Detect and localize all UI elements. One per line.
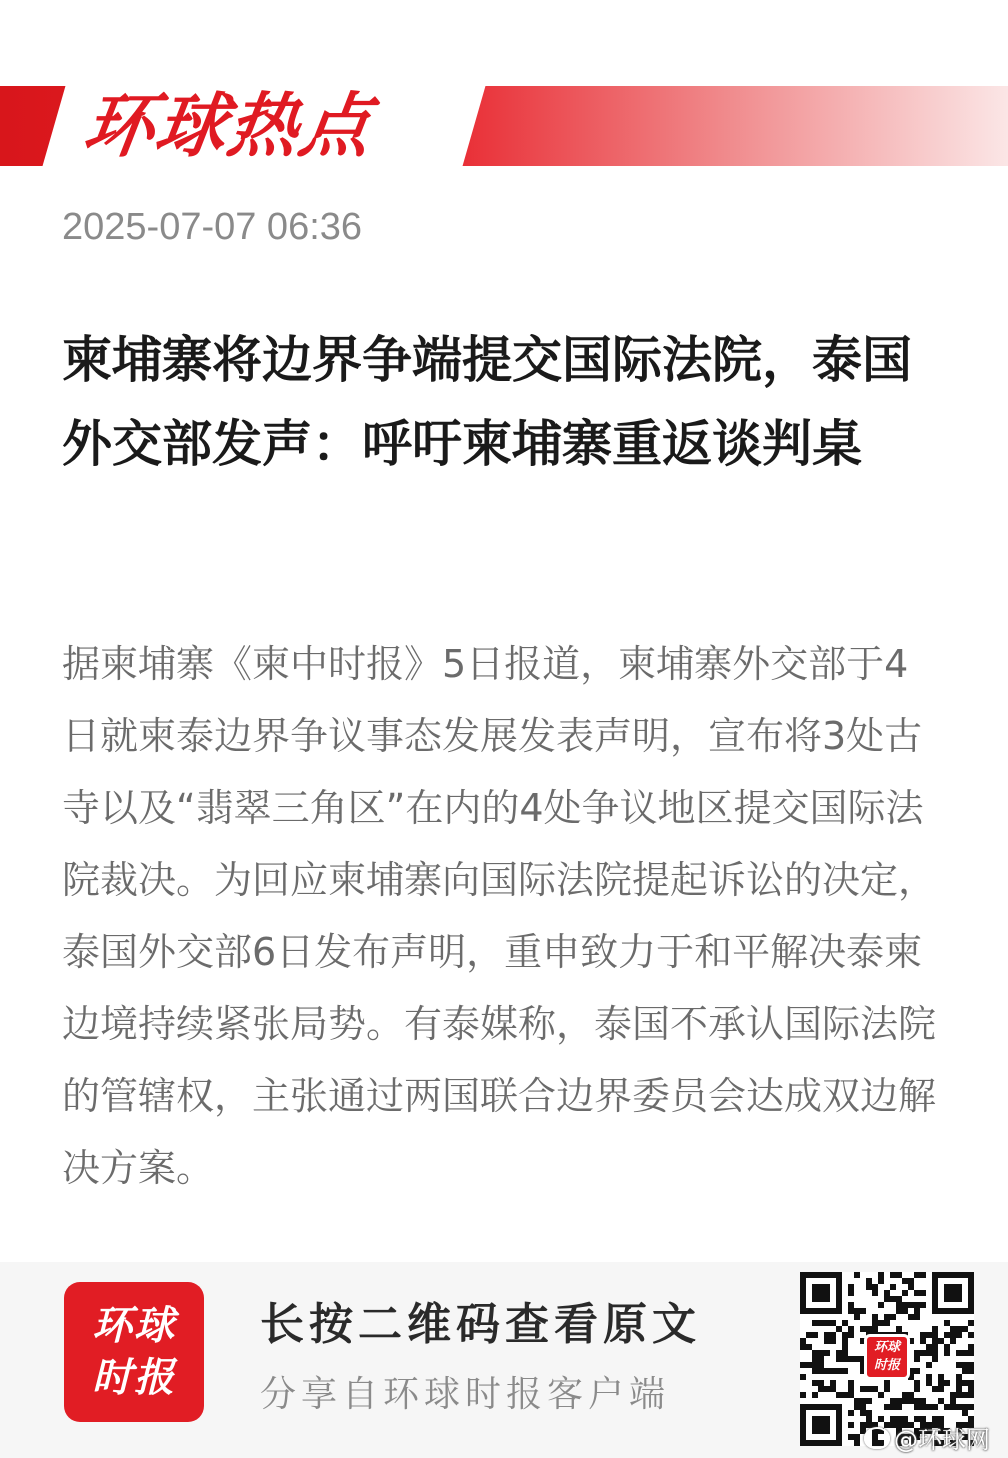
publish-date: 2025-07-07 06:36	[62, 206, 363, 248]
article-headline: 柬埔寨将边界争端提交国际法院，泰国外交部发声：呼吁柬埔寨重返谈判桌	[62, 331, 912, 473]
watermark-text: @环球网	[894, 1426, 990, 1454]
banner-title: 环球热点	[78, 85, 378, 167]
article-body: 据柬埔寨《柬中时报》5日报道，柬埔寨外交部于4日就柬泰边界争议事态发展发表声明，宣布将3处古寺以及“翡翠三角区”在内的4处争议地区提交国际法院裁决。为回应柬埔寨向国际法院提起诉讼的决定，泰国外交部6日发布声明，重申致力于和平解决泰柬边境持续紧张局势。有泰媒称，泰国不承认国际法院的管辖权，主张通过两国联合边界委员会达成双边解决方案。	[62, 642, 937, 1190]
qr-instruction: 长按二维码查看原文	[260, 1299, 701, 1350]
qr-center-logo: 环球 时报	[864, 1334, 910, 1380]
app-logo-line-2: 时报	[92, 1354, 176, 1401]
weibo-icon	[864, 1427, 890, 1449]
weibo-watermark	[864, 1420, 990, 1455]
app-logo	[64, 1282, 204, 1422]
share-source: 分享自环球时报客户端	[260, 1374, 671, 1415]
app-logo-line-1: 环球	[92, 1302, 176, 1349]
